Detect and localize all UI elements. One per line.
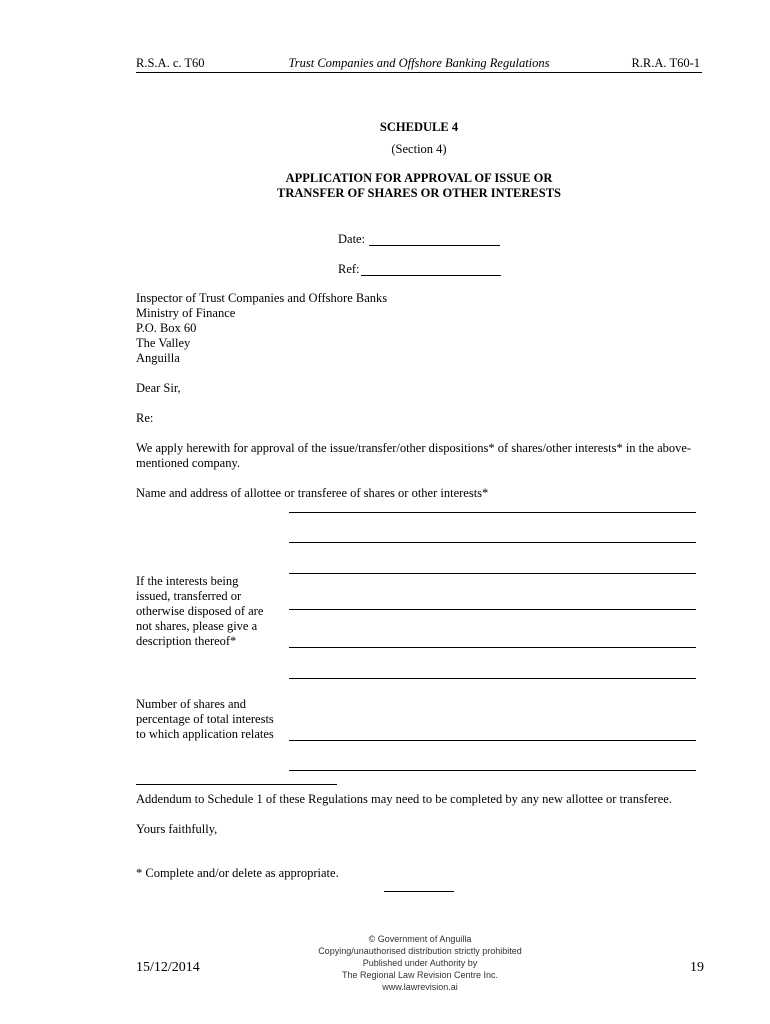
footnote-separator bbox=[136, 784, 337, 785]
schedule-title: SCHEDULE 4 bbox=[379, 120, 459, 134]
copyright-line: © Government of Anguilla bbox=[368, 934, 472, 944]
closing: Yours faithfully, bbox=[136, 822, 218, 836]
header-left: R.S.A. c. T60 bbox=[136, 56, 205, 70]
schedule-section: (Section 4) bbox=[391, 142, 447, 156]
interests-field-line[interactable] bbox=[289, 609, 696, 610]
address-line: P.O. Box 60 bbox=[136, 321, 197, 335]
interests-label-line: description thereof* bbox=[136, 634, 237, 648]
date-field-line[interactable] bbox=[369, 245, 500, 246]
ref-field-line[interactable] bbox=[361, 275, 501, 276]
shares-label-line: Number of shares and bbox=[136, 697, 247, 711]
addendum-note: Addendum to Schedule 1 of these Regulations may need to be completed by any new allottee or transferee. bbox=[136, 792, 672, 806]
date-label: Date: bbox=[338, 232, 366, 246]
end-rule bbox=[384, 891, 454, 892]
footer-date: 15/12/2014 bbox=[136, 960, 200, 975]
copyright-line: Copying/unauthorised distribution strictly prohibited bbox=[318, 946, 522, 956]
allottee-field-line[interactable] bbox=[289, 573, 696, 574]
header-right: R.R.A. T60-1 bbox=[631, 56, 700, 70]
allottee-label: Name and address of allottee or transferee of shares or other interests* bbox=[136, 486, 489, 500]
address-line: Ministry of Finance bbox=[136, 306, 236, 320]
interests-field-line[interactable] bbox=[289, 678, 696, 679]
shares-field-line[interactable] bbox=[289, 740, 696, 741]
interests-field-line[interactable] bbox=[289, 647, 696, 648]
interests-label-line: If the interests being bbox=[136, 574, 239, 588]
ref-label: Ref: bbox=[338, 262, 360, 276]
copyright-notice bbox=[300, 933, 540, 993]
address-line: Inspector of Trust Companies and Offshore Banks bbox=[136, 291, 388, 305]
interests-label-line: issued, transferred or bbox=[136, 589, 242, 603]
allottee-field-line[interactable] bbox=[289, 512, 696, 513]
interests-label-line: otherwise disposed of are bbox=[136, 604, 264, 618]
copyright-line: The Regional Law Revision Centre Inc. bbox=[341, 970, 499, 980]
application-heading-line2: TRANSFER OF SHARES OR OTHER INTERESTS bbox=[277, 186, 561, 200]
address-line: Anguilla bbox=[136, 351, 180, 365]
copyright-line: Published under Authority by bbox=[362, 958, 478, 968]
copyright-link[interactable]: www.lawrevision.ai bbox=[382, 982, 458, 992]
shares-field-line[interactable] bbox=[289, 770, 696, 771]
salutation: Dear Sir, bbox=[136, 381, 181, 395]
footnote: * Complete and/or delete as appropriate. bbox=[136, 866, 339, 880]
shares-label-line: percentage of total interests bbox=[136, 712, 274, 726]
page-number: 19 bbox=[690, 960, 704, 975]
application-paragraph: We apply herewith for approval of the issue/transfer/other dispositions* of shares/other interests* in the above-mentioned company. bbox=[136, 441, 692, 470]
shares-label-line: to which application relates bbox=[136, 727, 274, 741]
application-heading-line1: APPLICATION FOR APPROVAL OF ISSUE OR bbox=[285, 171, 553, 185]
re-label: Re: bbox=[136, 411, 154, 425]
header-title: Trust Companies and Offshore Banking Regulations bbox=[288, 56, 550, 70]
allottee-field-line[interactable] bbox=[289, 542, 696, 543]
header-rule bbox=[136, 72, 702, 73]
interests-label-line: not shares, please give a bbox=[136, 619, 258, 633]
address-line: The Valley bbox=[136, 336, 191, 350]
